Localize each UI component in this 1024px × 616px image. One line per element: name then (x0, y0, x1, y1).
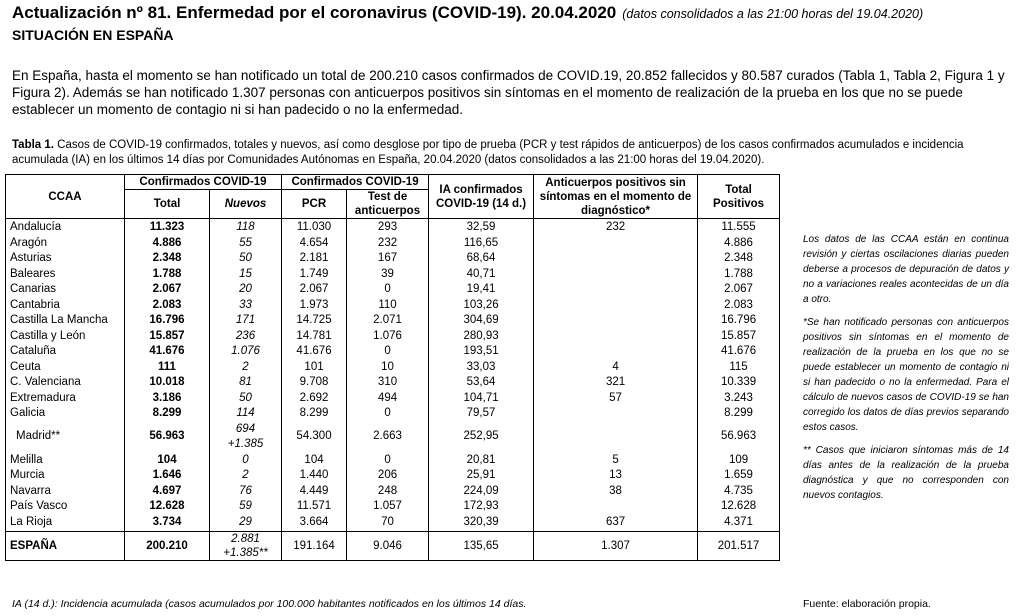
cell-pcr: 54.300 (282, 422, 347, 453)
cell-test: 70 (347, 515, 429, 532)
table-header-row (6, 175, 780, 190)
table-row (6, 422, 780, 453)
cell-anticuerpos: 57 (534, 391, 698, 407)
nuevos-value: 2.881 (231, 533, 260, 545)
cell-test: 232 (347, 236, 429, 252)
cell-pcr: 2.067 (282, 282, 347, 298)
cell-test: 2.663 (347, 422, 429, 453)
cell-total-positivos: 4.735 (698, 484, 780, 500)
cell-test: 9.046 (347, 532, 429, 561)
cell-ia: 103,26 (429, 298, 534, 314)
table-row (6, 313, 780, 329)
title-note: (datos consolidados a las 21:00 horas del 19.04.2020) (622, 7, 924, 21)
cell-nuevos (210, 422, 282, 453)
table-row (6, 298, 780, 314)
cell-anticuerpos: 1.307 (534, 532, 698, 561)
table-row (6, 360, 780, 376)
cell-test: 0 (347, 406, 429, 422)
document-title (12, 3, 923, 23)
table-row (6, 329, 780, 345)
cell-ccaa: Madrid** (6, 422, 125, 453)
cell-nuevos: 171 (210, 313, 282, 329)
cell-anticuerpos (534, 406, 698, 422)
cell-nuevos: 0 (210, 453, 282, 469)
cell-ccaa: País Vasco (6, 499, 125, 515)
cell-anticuerpos: 5 (534, 453, 698, 469)
cell-ia: 32,59 (429, 219, 534, 236)
cell-total: 4.886 (125, 236, 210, 252)
cell-total-positivos: 16.796 (698, 313, 780, 329)
table-row (6, 515, 780, 532)
cell-ia: 104,71 (429, 391, 534, 407)
cell-ccaa: C. Valenciana (6, 375, 125, 391)
nuevos-extra-value: +1.385 (227, 438, 264, 450)
cell-ccaa: Murcia (6, 468, 125, 484)
cell-anticuerpos (534, 313, 698, 329)
cell-anticuerpos (534, 267, 698, 283)
cell-total-positivos: 3.243 (698, 391, 780, 407)
cell-ccaa: Ceuta (6, 360, 125, 376)
cell-ccaa: Galicia (6, 406, 125, 422)
caption-text: Casos de COVID-19 confirmados, totales y nuevos, así como desglose por tipo de prueba (PCR y test rápidos de anticuerpos) de los casos confirmados acumulados e incidencia acumulada (IA) en los últimos 14 días por Comunidades Autónomas en España, 20.04.2020 (datos consolidados a las 21:00 horas del 19.04.2020). (12, 139, 964, 166)
cell-ia: 20,81 (429, 453, 534, 469)
cell-pcr: 2.692 (282, 391, 347, 407)
cell-pcr: 11.030 (282, 219, 347, 236)
cell-ia: 193,51 (429, 344, 534, 360)
cell-nuevos: 76 (210, 484, 282, 500)
table-row (6, 391, 780, 407)
cell-total-positivos: 2.067 (698, 282, 780, 298)
cell-total-positivos: 4.371 (698, 515, 780, 532)
header-ccaa: CCAA (6, 175, 125, 219)
cell-total: 200.210 (125, 532, 210, 561)
table-row (6, 499, 780, 515)
cell-pcr: 3.664 (282, 515, 347, 532)
cell-ccaa: Melilla (6, 453, 125, 469)
cell-ia: 304,69 (429, 313, 534, 329)
header-ia: IA confirmados COVID-19 (14 d.) (429, 175, 534, 219)
cell-pcr: 8.299 (282, 406, 347, 422)
cell-total: 104 (125, 453, 210, 469)
caption-label: Tabla 1. (12, 139, 54, 151)
table-row (6, 468, 780, 484)
table-row (6, 375, 780, 391)
cell-pcr: 1.440 (282, 468, 347, 484)
cell-test: 206 (347, 468, 429, 484)
cell-total: 8.299 (125, 406, 210, 422)
cell-ccaa: Canarias (6, 282, 125, 298)
cell-test: 0 (347, 344, 429, 360)
cell-pcr: 11.571 (282, 499, 347, 515)
table-row (6, 219, 780, 236)
header-nuevos: Nuevos (210, 190, 282, 219)
header-pcr: PCR (282, 190, 347, 219)
cell-ia: 25,91 (429, 468, 534, 484)
cell-ia: 19,41 (429, 282, 534, 298)
table-row (6, 406, 780, 422)
cell-nuevos: 50 (210, 251, 282, 267)
cell-total-positivos: 11.555 (698, 219, 780, 236)
cell-test: 2.071 (347, 313, 429, 329)
cell-nuevos: 33 (210, 298, 282, 314)
cell-pcr: 104 (282, 453, 347, 469)
cell-test: 1.057 (347, 499, 429, 515)
cell-nuevos: 50 (210, 391, 282, 407)
cell-ccaa: Navarra (6, 484, 125, 500)
cell-test: 293 (347, 219, 429, 236)
header-test-anticuerpos: Test de anticuerpos (347, 190, 429, 219)
table-row (6, 267, 780, 283)
cell-ia: 116,65 (429, 236, 534, 252)
cell-anticuerpos (534, 251, 698, 267)
cell-test: 310 (347, 375, 429, 391)
cell-total: 11.323 (125, 219, 210, 236)
source-note: Fuente: elaboración propia. (803, 598, 931, 610)
covid-table (5, 174, 780, 561)
cell-total-positivos: 15.857 (698, 329, 780, 345)
cell-pcr: 9.708 (282, 375, 347, 391)
cell-ccaa: Andalucía (6, 219, 125, 236)
cell-total-positivos: 4.886 (698, 236, 780, 252)
cell-total-positivos: 41.676 (698, 344, 780, 360)
cell-anticuerpos: 232 (534, 219, 698, 236)
cell-nuevos: 1.076 (210, 344, 282, 360)
cell-total-positivos: 2.083 (698, 298, 780, 314)
table-row (6, 236, 780, 252)
side-notes (803, 232, 1009, 511)
cell-pcr: 2.181 (282, 251, 347, 267)
cell-ia: 79,57 (429, 406, 534, 422)
cell-anticuerpos (534, 344, 698, 360)
header-total: Total (125, 190, 210, 219)
table-caption (12, 138, 1012, 168)
cell-test: 494 (347, 391, 429, 407)
section-subtitle: SITUACIÓN EN ESPAÑA (12, 27, 174, 43)
cell-ia: 172,93 (429, 499, 534, 515)
header-total-positivos: Total Positivos (698, 175, 780, 219)
cell-ccaa: Castilla La Mancha (6, 313, 125, 329)
cell-test: 39 (347, 267, 429, 283)
cell-anticuerpos: 4 (534, 360, 698, 376)
cell-nuevos: 20 (210, 282, 282, 298)
cell-total: 12.628 (125, 499, 210, 515)
cell-pcr: 14.781 (282, 329, 347, 345)
cell-nuevos: 114 (210, 406, 282, 422)
table-footnote: IA (14 d.): Incidencia acumulada (casos acumulados por 100.000 habitantes notificados en los últimos 14 días. (12, 598, 527, 610)
cell-ia: 280,93 (429, 329, 534, 345)
cell-nuevos: 55 (210, 236, 282, 252)
cell-total: 2.348 (125, 251, 210, 267)
cell-anticuerpos: 13 (534, 468, 698, 484)
cell-ccaa: Baleares (6, 267, 125, 283)
cell-total-positivos: 201.517 (698, 532, 780, 561)
cell-pcr: 41.676 (282, 344, 347, 360)
cell-nuevos: 118 (210, 219, 282, 236)
cell-ia: 252,95 (429, 422, 534, 453)
cell-total: 2.083 (125, 298, 210, 314)
cell-total: 2.067 (125, 282, 210, 298)
cell-test: 167 (347, 251, 429, 267)
table-total-row (6, 532, 780, 561)
cell-nuevos: 2 (210, 360, 282, 376)
cell-ccaa: Cataluña (6, 344, 125, 360)
cell-nuevos: 236 (210, 329, 282, 345)
side-note-madrid: ** Casos que iniciaron síntomas más de 14 días antes de la realización de la prueba diagnóstica y que no corresponden con nuevos contagios. (803, 445, 1009, 501)
cell-ccaa: Cantabria (6, 298, 125, 314)
cell-anticuerpos (534, 422, 698, 453)
cell-anticuerpos: 38 (534, 484, 698, 500)
cell-nuevos (210, 532, 282, 561)
cell-nuevos: 29 (210, 515, 282, 532)
cell-ccaa: ESPAÑA (6, 532, 125, 561)
intro-paragraph: En España, hasta el momento se han notificado un total de 200.210 casos confirmados de COVID.19, 20.852 fallecidos y 80.587 curados (Tabla 1, Tabla 2, Figura 1 y Figura 2). Además se han notificado 1.307 personas con anticuerpos positivos sin síntomas en el momento de realización de la prueba en los que no se puede establecer un momento de contagio ni si han padecido o no la enfermedad. (12, 68, 1005, 117)
cell-nuevos: 81 (210, 375, 282, 391)
cell-ccaa: Aragón (6, 236, 125, 252)
header-confirmed-group: Confirmados COVID-19 (125, 175, 282, 190)
header-anticuerpos: Anticuerpos positivos sin síntomas en el momento de diagnóstico* (534, 175, 698, 219)
cell-test: 110 (347, 298, 429, 314)
cell-total-positivos: 1.788 (698, 267, 780, 283)
cell-total: 111 (125, 360, 210, 376)
cell-test: 0 (347, 453, 429, 469)
table-row (6, 282, 780, 298)
nuevos-value: 694 (235, 422, 256, 435)
cell-anticuerpos (534, 298, 698, 314)
cell-test: 10 (347, 360, 429, 376)
cell-total: 16.796 (125, 313, 210, 329)
title-text: Actualización nº 81. Enfermedad por el coronavirus (COVID-19). 20.04.2020 (12, 3, 617, 22)
table-row (6, 453, 780, 469)
cell-total-positivos: 56.963 (698, 422, 780, 453)
cell-total: 15.857 (125, 329, 210, 345)
cell-anticuerpos (534, 282, 698, 298)
cell-total: 3.734 (125, 515, 210, 532)
cell-ccaa: Extremadura (6, 391, 125, 407)
cell-pcr: 191.164 (282, 532, 347, 561)
cell-total: 56.963 (125, 422, 210, 453)
table-row (6, 484, 780, 500)
cell-total-positivos: 8.299 (698, 406, 780, 422)
cell-ia: 320,39 (429, 515, 534, 532)
cell-total: 41.676 (125, 344, 210, 360)
nuevos-extra-value: +1.385** (223, 547, 268, 559)
cell-total-positivos: 109 (698, 453, 780, 469)
side-note-antibodies: *Se han notificado personas con anticuerpos positivos sin síntomas en el momento de realización de la prueba en los que no se puede establecer un momento de contagio ni si han padecido o no la enfermedad. Para el cálculo de nuevos casos de COVID-19 se han corregido los datos de días previos separando estos casos. (803, 317, 1009, 433)
cell-ia: 53,64 (429, 375, 534, 391)
cell-anticuerpos: 321 (534, 375, 698, 391)
cell-nuevos: 59 (210, 499, 282, 515)
cell-total: 10.018 (125, 375, 210, 391)
cell-ia: 135,65 (429, 532, 534, 561)
cell-anticuerpos (534, 236, 698, 252)
cell-anticuerpos (534, 499, 698, 515)
cell-test: 248 (347, 484, 429, 500)
cell-anticuerpos (534, 329, 698, 345)
cell-ia: 224,09 (429, 484, 534, 500)
cell-ccaa: Castilla y León (6, 329, 125, 345)
table-body (6, 219, 780, 561)
side-note-revision: Los datos de las CCAA están en continua revisión y ciertas oscilaciones diarias pueden deberse a procesos de depuración de datos y no a variaciones reales acontecidas de un día a otro. (803, 234, 1009, 305)
cell-test: 0 (347, 282, 429, 298)
cell-total-positivos: 1.659 (698, 468, 780, 484)
table-row (6, 344, 780, 360)
cell-total: 4.697 (125, 484, 210, 500)
cell-ccaa: La Rioja (6, 515, 125, 532)
cell-ia: 33,03 (429, 360, 534, 376)
table-row (6, 251, 780, 267)
cell-ia: 40,71 (429, 267, 534, 283)
header-test-group: Confirmados COVID-19 (282, 175, 429, 190)
cell-test: 1.076 (347, 329, 429, 345)
cell-total: 1.788 (125, 267, 210, 283)
cell-total-positivos: 115 (698, 360, 780, 376)
cell-pcr: 1.973 (282, 298, 347, 314)
cell-total-positivos: 2.348 (698, 251, 780, 267)
cell-pcr: 14.725 (282, 313, 347, 329)
cell-pcr: 4.654 (282, 236, 347, 252)
cell-total-positivos: 12.628 (698, 499, 780, 515)
cell-pcr: 4.449 (282, 484, 347, 500)
cell-nuevos: 2 (210, 468, 282, 484)
cell-pcr: 1.749 (282, 267, 347, 283)
cell-ccaa: Asturias (6, 251, 125, 267)
cell-nuevos: 15 (210, 267, 282, 283)
cell-total: 1.646 (125, 468, 210, 484)
cell-pcr: 101 (282, 360, 347, 376)
cell-total: 3.186 (125, 391, 210, 407)
cell-total-positivos: 10.339 (698, 375, 780, 391)
cell-ia: 68,64 (429, 251, 534, 267)
cell-anticuerpos: 637 (534, 515, 698, 532)
